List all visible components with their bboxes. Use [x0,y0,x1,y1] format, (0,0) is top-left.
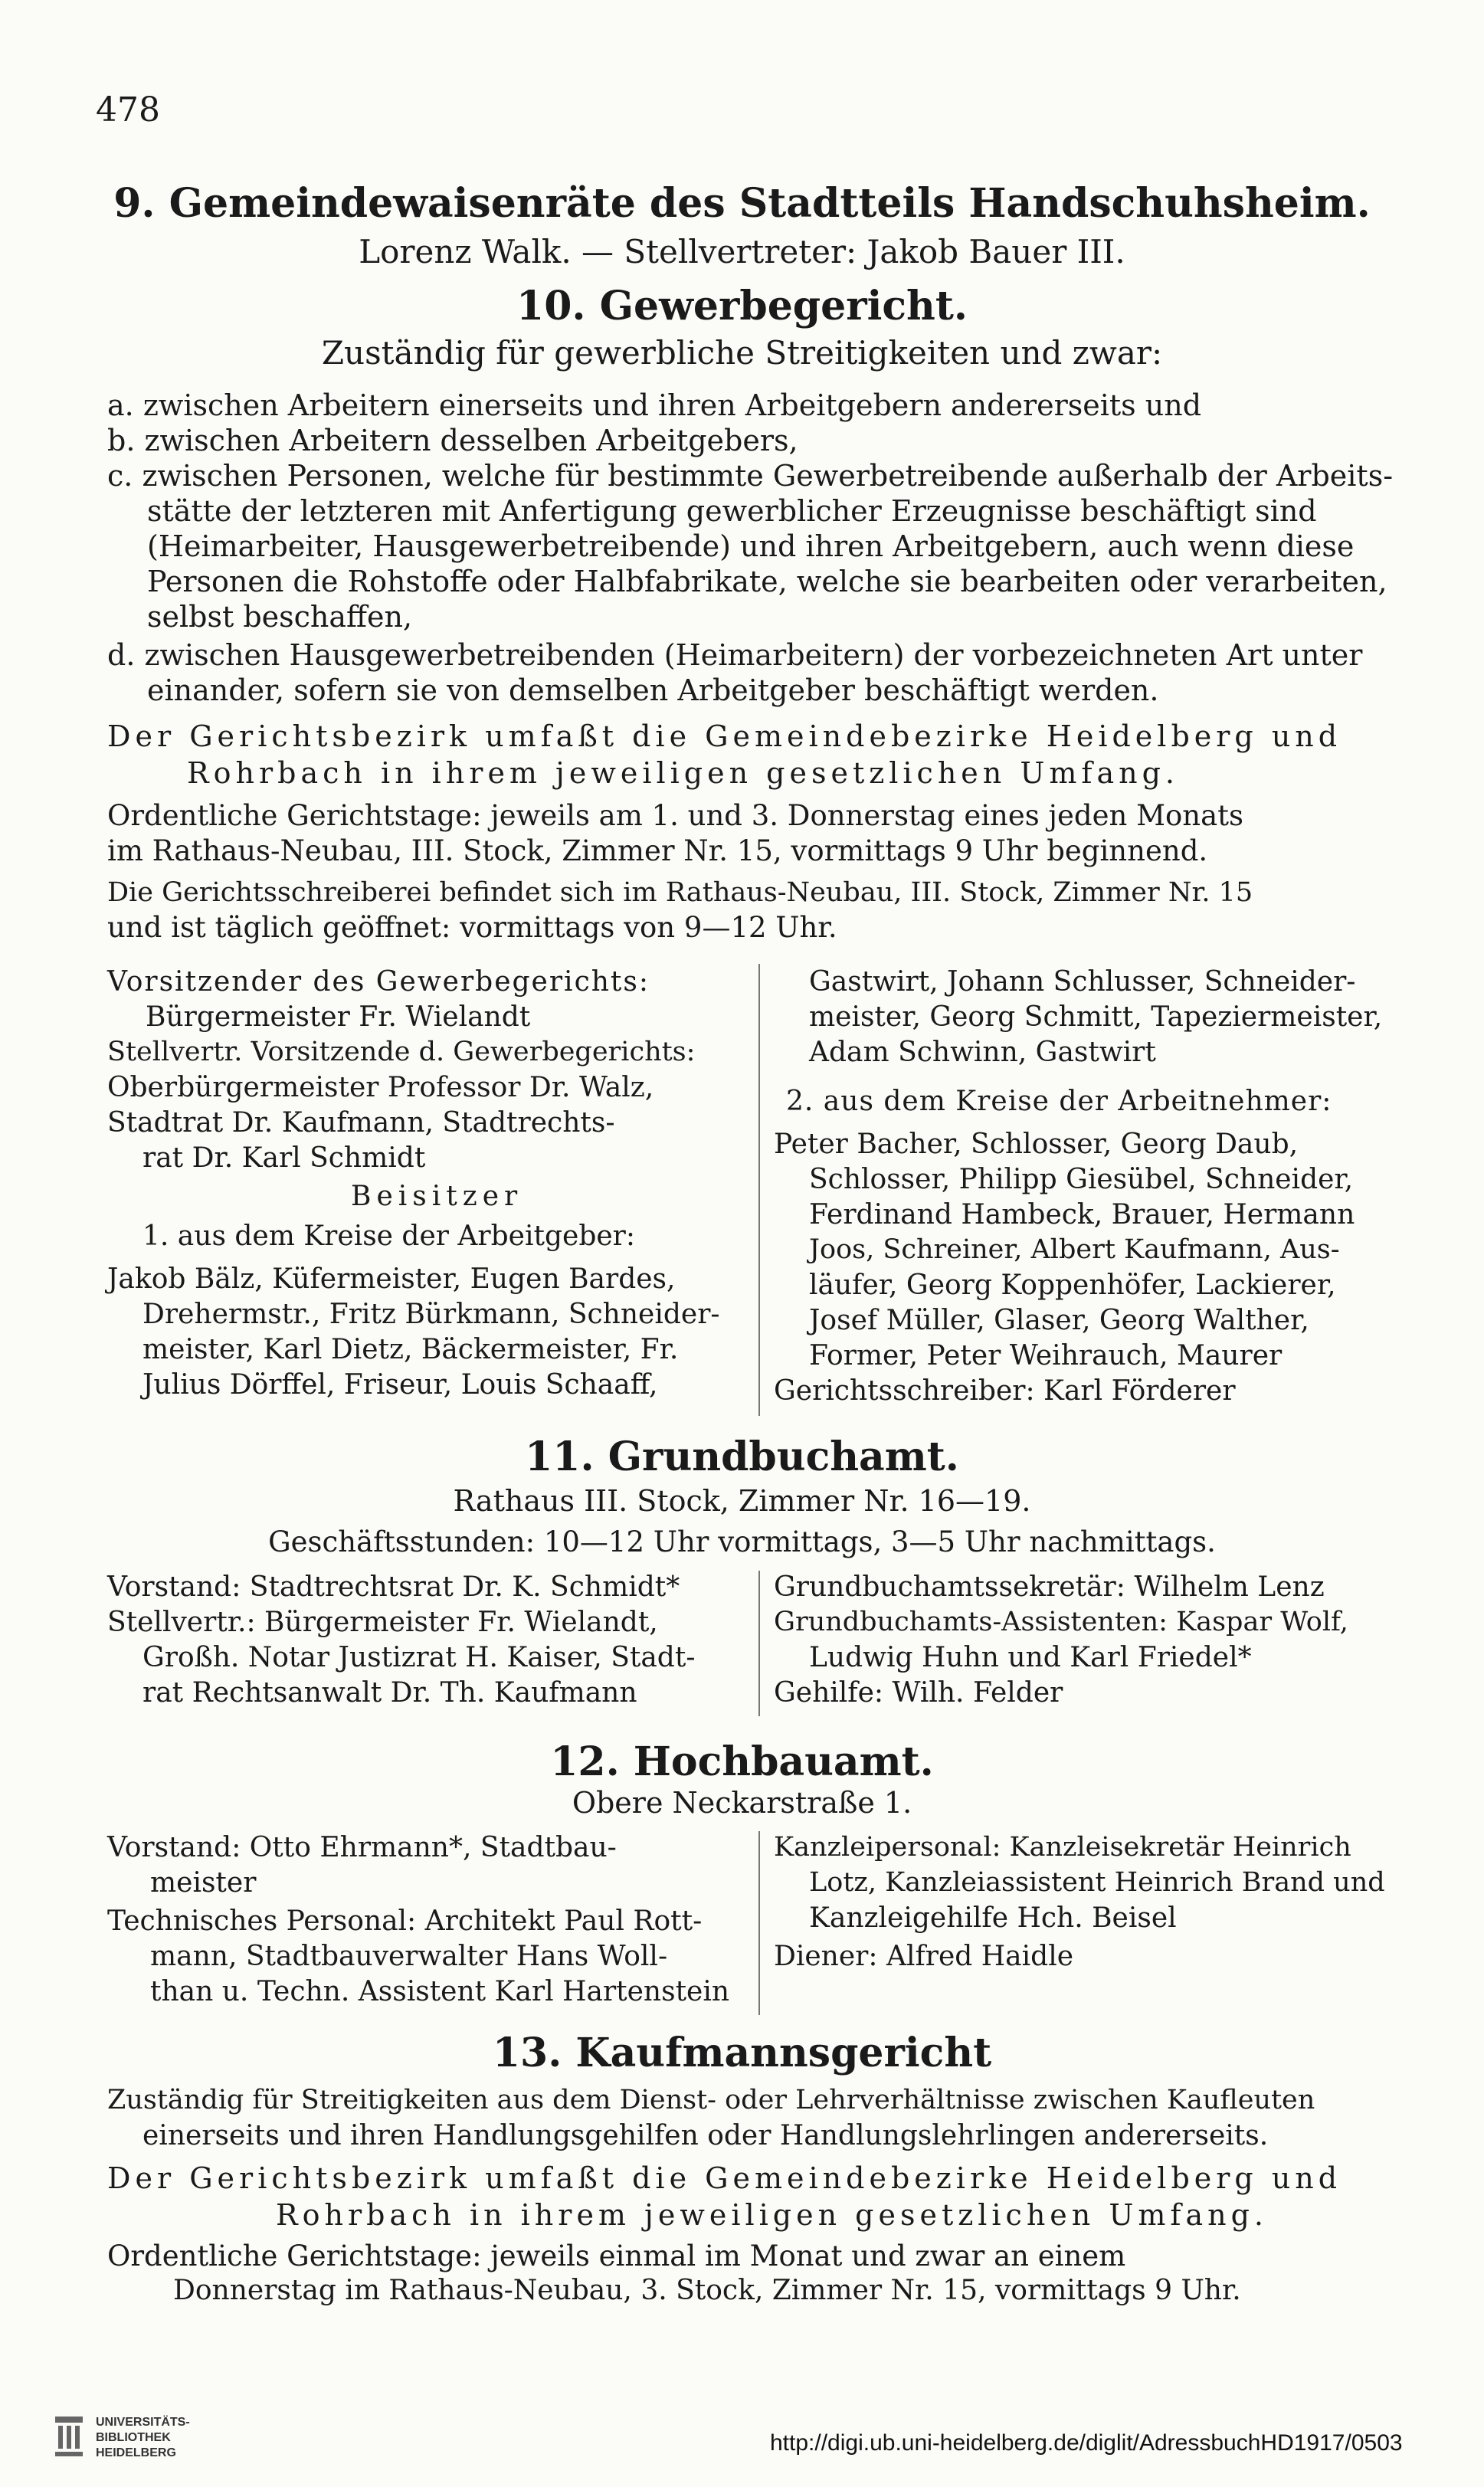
list-item: Technisches Personal: Architekt Paul Rott- [107,1905,703,1937]
section-9-title: 9. Gemeindewaisenräte des Stadtteils Handschuhsheim. [113,180,1371,227]
library-name-line: BIBLIOTHEK [96,2431,171,2444]
section-12-address: Obere Neckarstraße 1. [572,1786,912,1820]
gerichtstage-line: Donnerstag im Rathaus-Neubau, 3. Stock, Zimmer Nr. 15, vormittags 9 Uhr. [173,2275,1241,2306]
list-item: Josef Müller, Glaser, Georg Walther, [809,1305,1309,1336]
university-library-logo-icon [54,2413,84,2459]
list-item: Stadtrat Dr. Kaufmann, Stadtrechts- [107,1107,615,1139]
gerichtsbezirk-line: Der Gerichtsbezirk umfaßt die Gemeindebezirke Heidelberg und [107,2161,1342,2195]
section-11-hours: Geschäftsstunden: 10—12 Uhr vormittags, 3—5 Uhr nachmittags. [268,1525,1216,1558]
list-item: läufer, Georg Koppenhöfer, Lackierer, [809,1270,1336,1301]
list-item: Bürgermeister Fr. Wielandt [146,1001,531,1033]
gerichtsbezirk-line: Der Gerichtsbezirk umfaßt die Gemeindebezirke Heidelberg und [107,719,1342,753]
section-11-title: 11. Grundbuchamt. [525,1434,959,1480]
list-item: 2. aus dem Kreise der Arbeitnehmer: [786,1086,1332,1117]
list-item: Kanzleipersonal: Kanzleisekretär Heinrich [774,1832,1351,1863]
list-item: Kanzleigehilfe Hch. Beisel [809,1902,1177,1934]
list-item: Grundbuchamts-Assistenten: Kaspar Wolf, [774,1607,1348,1637]
list-item: mann, Stadtbauverwalter Hans Woll- [150,1941,668,1972]
list-item: Gehilfe: Wilh. Felder [774,1677,1063,1709]
list-item: Großh. Notar Justizrat H. Kaiser, Stadt- [143,1642,696,1673]
gerichtsschreiberei-line: Die Gerichtsschreiberei befindet sich im Rathaus-Neubau, III. Stock, Zimmer Nr. 15 [107,877,1253,908]
gerichtsschreiberei-line: und ist täglich geöffnet: vormittags von 9—12 Uhr. [107,911,837,944]
library-name-line: HEIDELBERG [96,2446,176,2459]
list-item: selbst beschaffen, [147,600,413,634]
list-item: Jakob Bälz, Küfermeister, Eugen Bardes, [107,1263,676,1295]
list-item: Ferdinand Hambeck, Brauer, Hermann [809,1199,1355,1230]
list-item: Personen die Rohstoffe oder Halbfabrikate, welche sie bearbeiten oder verarbeiten, [147,565,1387,598]
list-item: Vorsitzender des Gewerbegerichts: [107,966,650,998]
list-item: Gerichtsschreiber: Karl Förderer [774,1375,1236,1407]
list-item: (Heimarbeiter, Hausgewerbetreibende) und ihren Arbeitgebern, auch wenn diese [147,529,1355,563]
list-item: Vorstand: Stadtrechtsrat Dr. K. Schmidt* [107,1571,680,1603]
library-name [96,2415,190,2461]
list-item: Diener: Alfred Haidle [774,1941,1074,1972]
page-number: 478 [96,90,160,129]
list-item: Stellvertr.: Bürgermeister Fr. Wielandt, [107,1607,658,1638]
kaufmannsgericht-line: Zuständig für Streitigkeiten aus dem Dienst- oder Lehrverhältnisse zwischen Kaufleuten [107,2085,1315,2115]
list-item: Drehermstr., Fritz Bürkmann, Schneider- [143,1299,720,1330]
list-item: Joos, Schreiner, Albert Kaufmann, Aus- [809,1234,1340,1265]
list-item: d. zwischen Hausgewerbetreibenden (Heimarbeitern) der vorbezeichneten Art unter [107,638,1363,672]
list-item: meister, Karl Dietz, Bäckermeister, Fr. [143,1334,679,1365]
list-item: Oberbürgermeister Professor Dr. Walz, [107,1072,654,1103]
library-name-line: UNIVERSITÄTS- [96,2416,190,2429]
column-divider [758,964,760,1416]
gerichtstage-line: Ordentliche Gerichtstage: jeweils einmal im Monat und zwar an einem [107,2240,1126,2272]
section-9-line: Lorenz Walk. — Stellvertreter: Jakob Bauer III. [359,233,1125,270]
section-13-title: 13. Kaufmannsgericht [492,2030,992,2076]
list-item: rat Dr. Karl Schmidt [143,1142,426,1174]
column-divider [758,1831,760,2015]
gerichtsbezirk-line: Rohrbach in ihrem jeweiligen gesetzlichen Umfang. [276,2198,1269,2232]
gerichtstage-line: im Rathaus-Neubau, III. Stock, Zimmer Nr. 15, vormittags 9 Uhr beginnend. [107,834,1208,867]
list-item: Adam Schwinn, Gastwirt [809,1037,1156,1068]
list-item: stätte der letzteren mit Anfertigung gewerblicher Erzeugnisse beschäftigt sind [147,494,1317,528]
list-item: Julius Dörffel, Friseur, Louis Schaaff, [143,1369,658,1401]
gerichtstage-line: Ordentliche Gerichtstage: jeweils am 1. und 3. Donnerstag eines jeden Monats [107,799,1243,832]
section-11-address: Rathaus III. Stock, Zimmer Nr. 16—19. [453,1484,1031,1518]
source-url-link[interactable]: http://digi.ub.uni-heidelberg.de/diglit/AdressbuchHD1917/0503 [770,2430,1403,2456]
list-item: rat Rechtsanwalt Dr. Th. Kaufmann [143,1677,637,1709]
list-item: meister [150,1867,257,1899]
column-divider [758,1571,760,1716]
kaufmannsgericht-line: einerseits und ihren Handlungsgehilfen oder Handlungslehrlingen andererseits. [143,2120,1269,2151]
list-item: Stellvertr. Vorsitzende d. Gewerbegerichts: [107,1037,696,1067]
list-item: Lotz, Kanzleiassistent Heinrich Brand und [809,1867,1385,1898]
list-item: a. zwischen Arbeitern einerseits und ihren Arbeitgebern andererseits und [107,388,1202,422]
gerichtsbezirk-line: Rohrbach in ihrem jeweiligen gesetzlichen Umfang. [187,756,1180,790]
list-item: Vorstand: Otto Ehrmann*, Stadtbau- [107,1832,617,1863]
list-item: c. zwischen Personen, welche für bestimmte Gewerbetreibende außerhalb der Arbeits- [107,459,1394,493]
list-item: b. zwischen Arbeitern desselben Arbeitgebers, [107,424,798,457]
list-item: Ludwig Huhn und Karl Friedel* [809,1642,1252,1673]
list-item: einander, sofern sie von demselben Arbeitgeber beschäftigt werden. [147,673,1159,707]
list-item: Schlosser, Philipp Giesübel, Schneider, [809,1164,1354,1195]
list-item: meister, Georg Schmitt, Tapeziermeister, [809,1001,1383,1033]
section-12-title: 12. Hochbauamt. [550,1738,934,1785]
list-item: than u. Techn. Assistent Karl Hartenstein [150,1976,730,2007]
list-item: Grundbuchamtssekretär: Wilhelm Lenz [774,1571,1325,1603]
list-item: Peter Bacher, Schlosser, Georg Daub, [774,1129,1299,1160]
list-item: Former, Peter Weihrauch, Maurer [809,1340,1283,1371]
section-10-title: 10. Gewerbegericht. [516,283,968,329]
list-item: 1. aus dem Kreise der Arbeitgeber: [143,1221,636,1252]
list-item: Beisitzer [351,1181,523,1212]
section-10-intro: Zuständig für gewerbliche Streitigkeiten und zwar: [321,334,1163,372]
list-item: Gastwirt, Johann Schlusser, Schneider- [809,966,1356,998]
